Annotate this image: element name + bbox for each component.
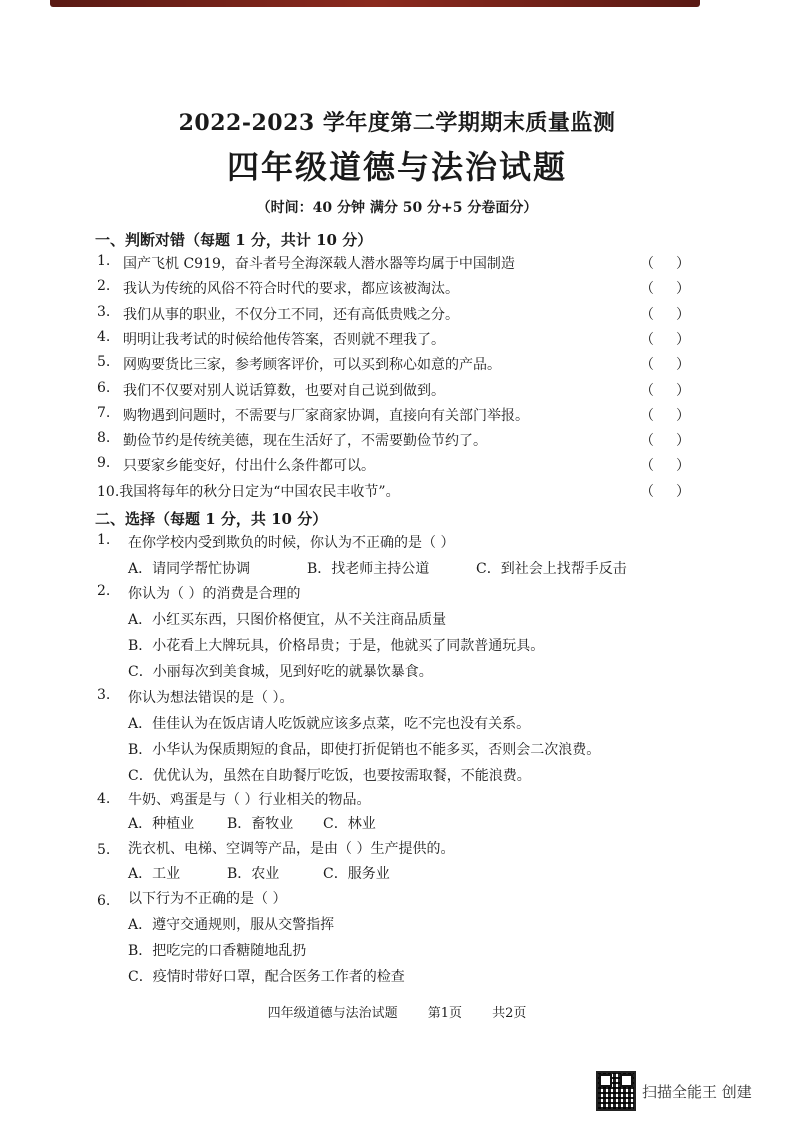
choice-q2-option-c: C．小丽每次到美食城，见到好吃的就暴饮暴食。 bbox=[128, 664, 433, 680]
choice-q6-option-a: A．遵守交通规则，服从交警指挥 bbox=[128, 917, 335, 933]
paren-left: （ bbox=[640, 458, 654, 474]
judge-question-text: 网购要货比三家，参考顾客评价，可以买到称心如意的产品。 bbox=[123, 357, 501, 373]
choice-q3-option-b: B．小华认为保质期短的食品，即使打折促销也不能多买，否则会二次浪费。 bbox=[128, 742, 601, 758]
answer-parentheses bbox=[640, 329, 690, 349]
choice-q1-option-a: A．请同学帮忙协调 bbox=[128, 561, 251, 577]
paren-right: ） bbox=[676, 383, 690, 399]
paren-right: ） bbox=[676, 484, 690, 500]
judge-question-number: 5. bbox=[97, 354, 111, 370]
choice-q1-number: 1. bbox=[97, 532, 111, 548]
footer-title: 四年级道德与法治试题 bbox=[267, 1006, 398, 1021]
page-footer bbox=[0, 1002, 794, 1021]
choice-q6-number: 6. bbox=[97, 893, 111, 909]
choice-q1-stem: 在你学校内受到欺负的时候，你认为不正确的是（ ） bbox=[128, 535, 455, 551]
judge-question-number: 9. bbox=[97, 455, 111, 471]
judge-question-number: 6. bbox=[97, 380, 111, 396]
paren-left: （ bbox=[640, 383, 654, 399]
answer-parentheses bbox=[640, 405, 690, 425]
choice-q5-option-b: B．农业 bbox=[227, 866, 280, 882]
paren-left: （ bbox=[640, 256, 654, 272]
paren-left: （ bbox=[640, 433, 654, 449]
judge-question-text: 只要家乡能变好，付出什么条件都可以。 bbox=[123, 458, 375, 474]
paren-left: （ bbox=[640, 281, 654, 297]
answer-parentheses bbox=[640, 455, 690, 475]
answer-parentheses bbox=[640, 304, 690, 324]
judge-question-number: 8. bbox=[97, 430, 111, 446]
paren-right: ） bbox=[676, 281, 690, 297]
answer-parentheses bbox=[640, 278, 690, 298]
judge-question-number: 7. bbox=[97, 405, 111, 421]
scanner-watermark bbox=[596, 1072, 752, 1110]
judge-question-number: 4. bbox=[97, 329, 111, 345]
choice-q5-number: 5. bbox=[97, 842, 111, 858]
paren-right: ） bbox=[676, 357, 690, 373]
judge-question-number: 2. bbox=[97, 278, 111, 294]
judge-question-text: 勤俭节约是传统美德，现在生活好了，不需要勤俭节约了。 bbox=[123, 433, 487, 449]
paren-left: （ bbox=[640, 307, 654, 323]
section1-heading: 一、判断对错（每题 1 分，共计 10 分） bbox=[95, 231, 373, 249]
choice-q1-option-b: B．找老师主持公道 bbox=[307, 561, 430, 577]
choice-q3-number: 3. bbox=[97, 687, 111, 703]
choice-q2-stem: 你认为（ ）的消费是合理的 bbox=[128, 586, 301, 602]
choice-q4-number: 4. bbox=[97, 791, 111, 807]
judge-question-text: 我认为传统的风俗不符合时代的要求，都应该被淘汰。 bbox=[123, 281, 459, 297]
judge-question-text: 明明让我考试的时候给他传答案，否则就不理我了。 bbox=[123, 332, 445, 348]
choice-q6-stem: 以下行为不正确的是（ ） bbox=[128, 891, 287, 907]
paren-left: （ bbox=[640, 357, 654, 373]
paren-left: （ bbox=[640, 332, 654, 348]
choice-q2-option-b: B．小花看上大牌玩具，价格昂贵；于是，他就买了同款普通玩具。 bbox=[128, 638, 545, 654]
answer-parentheses bbox=[640, 481, 690, 501]
choice-q4-stem: 牛奶、鸡蛋是与（ ）行业相关的物品。 bbox=[128, 792, 371, 808]
judge-question-text: 国产飞机 C919，奋斗者号全海深载人潜水器等均属于中国制造 bbox=[123, 256, 515, 272]
paren-right: ） bbox=[676, 256, 690, 272]
choice-q2-option-a: A．小红买东西，只图价格便宜，从不关注商品质量 bbox=[128, 612, 447, 628]
choice-q3-stem: 你认为想法错误的是（ ）。 bbox=[128, 690, 294, 706]
paren-right: ） bbox=[676, 332, 690, 348]
judge-question-text: 我们从事的职业，不仅分工不同，还有高低贵贱之分。 bbox=[123, 307, 459, 323]
choice-q6-option-b: B．把吃完的口香糖随地乱扔 bbox=[128, 943, 307, 959]
paren-left: （ bbox=[640, 408, 654, 424]
choice-q6-option-c: C．疫情时带好口罩，配合医务工作者的检查 bbox=[128, 969, 405, 985]
exam-time-score: （时间：40 分钟 满分 50 分+5 分卷面分） bbox=[256, 200, 538, 216]
choice-q4-option-a: A．种植业 bbox=[128, 816, 195, 832]
judge-question-number: 1. bbox=[97, 253, 111, 269]
answer-parentheses bbox=[640, 354, 690, 374]
exam-subject-title: 四年级道德与法治试题 bbox=[226, 148, 567, 186]
choice-q4-option-b: B．畜牧业 bbox=[227, 816, 294, 832]
choice-q1-option-c: C．到社会上找帮手反击 bbox=[476, 561, 627, 577]
judge-question-number: 3. bbox=[97, 304, 111, 320]
exam-term-title: 2022-2023 学年度第二学期期末质量监测 bbox=[178, 110, 616, 136]
paren-right: ） bbox=[676, 458, 690, 474]
section2-heading: 二、选择（每题 1 分，共 10 分） bbox=[95, 510, 328, 528]
judge-question-text: 购物遇到问题时，不需要与厂家商家协调，直接向有关部门举报。 bbox=[123, 408, 529, 424]
judge-question-text: 10.我国将每年的秋分日定为“中国农民丰收节”。 bbox=[97, 484, 400, 500]
paren-right: ） bbox=[676, 307, 690, 323]
choice-q5-option-c: C．服务业 bbox=[323, 866, 390, 882]
paren-left: （ bbox=[640, 484, 654, 500]
paren-right: ） bbox=[676, 408, 690, 424]
choice-q2-number: 2. bbox=[97, 583, 111, 599]
choice-q4-option-c: C．林业 bbox=[323, 816, 376, 832]
paren-right: ） bbox=[676, 433, 690, 449]
footer-page-number: 第1页 bbox=[427, 1006, 462, 1021]
choice-q3-option-a: A．佳佳认为在饭店请人吃饭就应该多点菜，吃不完也没有关系。 bbox=[128, 716, 531, 732]
answer-parentheses bbox=[640, 253, 690, 273]
watermark-text: 扫描全能王 创建 bbox=[642, 1082, 752, 1101]
choice-q3-option-c: C．优优认为，虽然在自助餐厅吃饭，也要按需取餐，不能浪费。 bbox=[128, 768, 531, 784]
qr-code-icon bbox=[596, 1071, 636, 1111]
answer-parentheses bbox=[640, 380, 690, 400]
judge-question-text: 我们不仅要对别人说话算数，也要对自己说到做到。 bbox=[123, 383, 445, 399]
answer-parentheses bbox=[640, 430, 690, 450]
choice-q5-option-a: A．工业 bbox=[128, 866, 181, 882]
footer-total-pages: 共2页 bbox=[492, 1006, 527, 1021]
choice-q5-stem: 洗衣机、电梯、空调等产品，是由（ ）生产提供的。 bbox=[128, 841, 455, 857]
